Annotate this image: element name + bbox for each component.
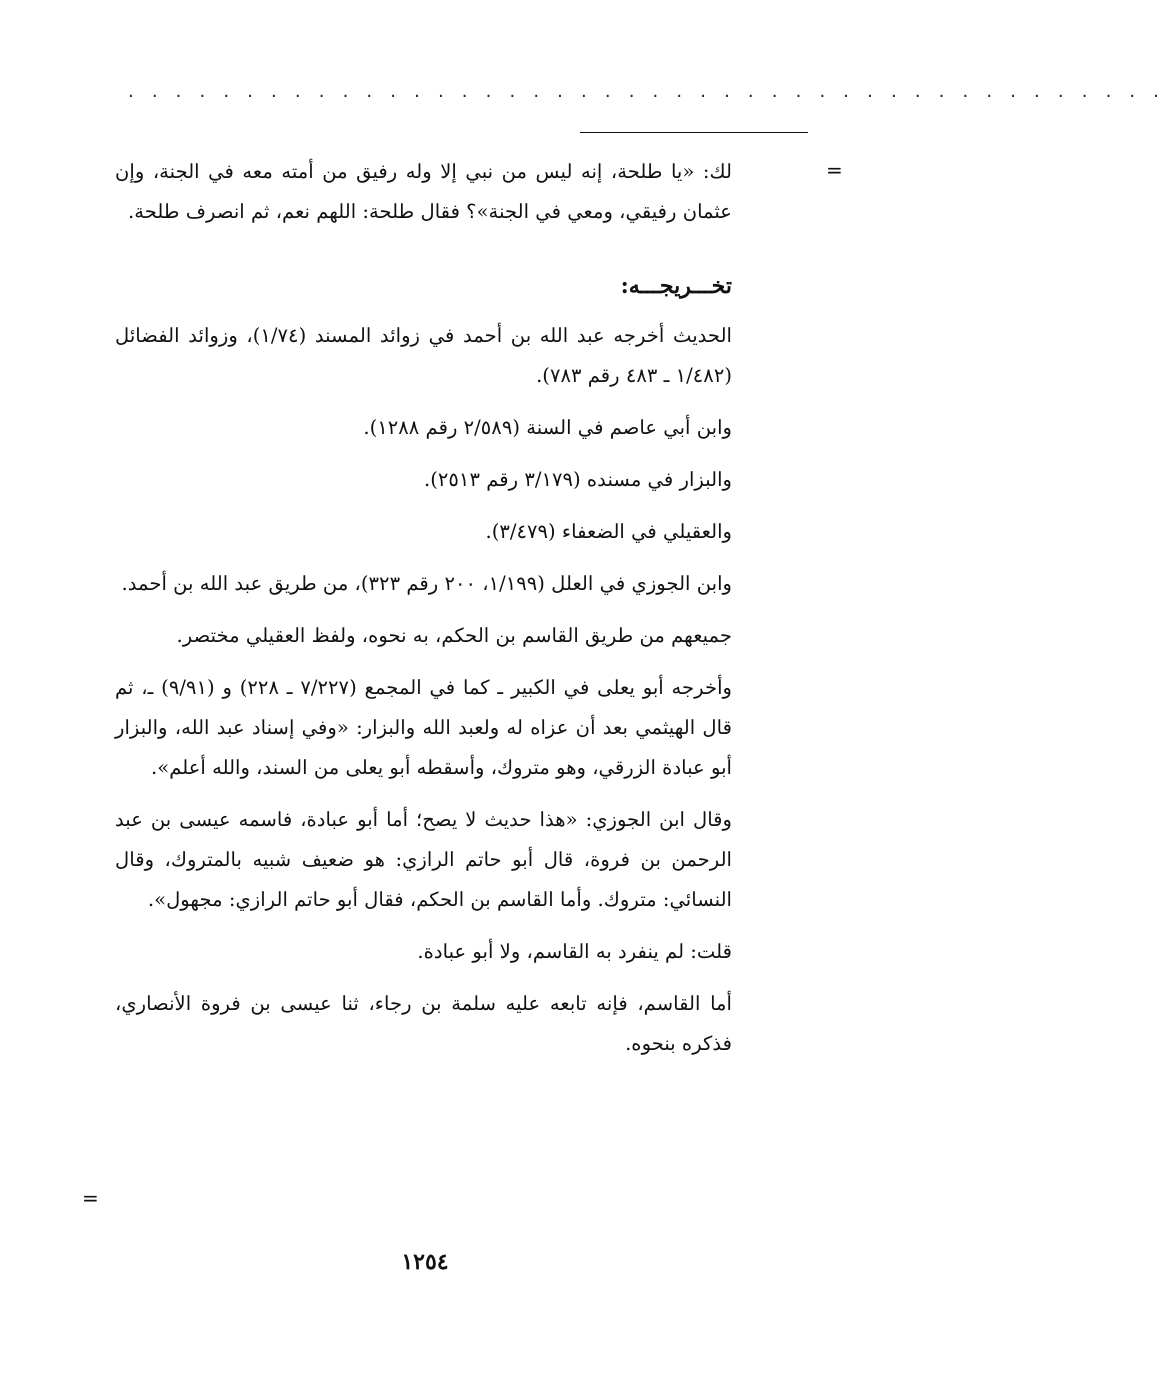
continuation-mark-bottom: = xyxy=(82,1186,99,1210)
page-body xyxy=(115,152,732,1076)
paragraph-10: أما القاسم، فإنه تابعه عليه سلمة بن رجاء، ثنا عيسى بن فروة الأنصاري، فذكره بنحوه. xyxy=(115,992,732,1055)
page-number: ١٢٥٤ xyxy=(401,1249,449,1275)
paragraph-2: وابن أبي عاصم في السنة (٢/٥٨٩ رقم ١٢٨٨). xyxy=(363,416,732,439)
dotted-separator: · · · · · · · · · · · · · · · · · · · · · · · · · · · · · · · · · · · · · · · · · · · · xyxy=(128,86,1165,107)
intro-paragraph: لك: «يا طلحة، إنه ليس من نبي إلا وله رفيق من أمته معه في الجنة، وإن عثمان رفيقي، ومعي في الجنة»؟ فقال طلحة: اللهم نعم، ثم انصرف طلحة. xyxy=(115,160,732,223)
paragraph-8: وقال ابن الجوزي: «هذا حديث لا يصح؛ أما أبو عبادة، فاسمه عيسى بن عبد الرحمن بن فروة، قال أبو حاتم الرازي: هو ضعيف شبيه بالمتروك، وقال النسائي: متروك. وأما القاسم بن الحكم، فقال أبو حاتم الرازي: مجهول». xyxy=(115,808,732,911)
paragraph-6: جميعهم من طريق القاسم بن الحكم، به نحوه، ولفظ العقيلي مختصر. xyxy=(176,624,732,647)
paragraph-4: والعقيلي في الضعفاء (٣/٤٧٩). xyxy=(485,520,732,543)
continuation-mark-top: = xyxy=(826,158,843,182)
section-heading: تخـــريجـــه: xyxy=(620,273,732,299)
footnote-rule xyxy=(580,132,808,133)
paragraph-3: والبزار في مسنده (٣/١٧٩ رقم ٢٥١٣). xyxy=(424,468,732,491)
paragraph-9: قلت: لم ينفرد به القاسم، ولا أبو عبادة. xyxy=(417,940,732,963)
paragraph-1: الحديث أخرجه عبد الله بن أحمد في زوائد المسند (١/٧٤)، وزوائد الفضائل (١/٤٨٢ ـ ٤٨٣ رقم ٧٨٣). xyxy=(115,324,732,387)
paragraph-5: وابن الجوزي في العلل (١/١٩٩، ٢٠٠ رقم ٣٢٣)، من طريق عبد الله بن أحمد. xyxy=(121,572,732,595)
paragraph-7: وأخرجه أبو يعلى في الكبير ـ كما في المجمع (٧/٢٢٧ ـ ٢٢٨) و (٩/٩١) ـ، ثم قال الهيثمي بعد أن عزاه له ولعبد الله والبزار: «وفي إسناد عبد الله، والبزار أبو عبادة الزرقي، وهو متروك، وأسقطه أبو يعلى من السند، والله أعلم». xyxy=(115,676,732,779)
